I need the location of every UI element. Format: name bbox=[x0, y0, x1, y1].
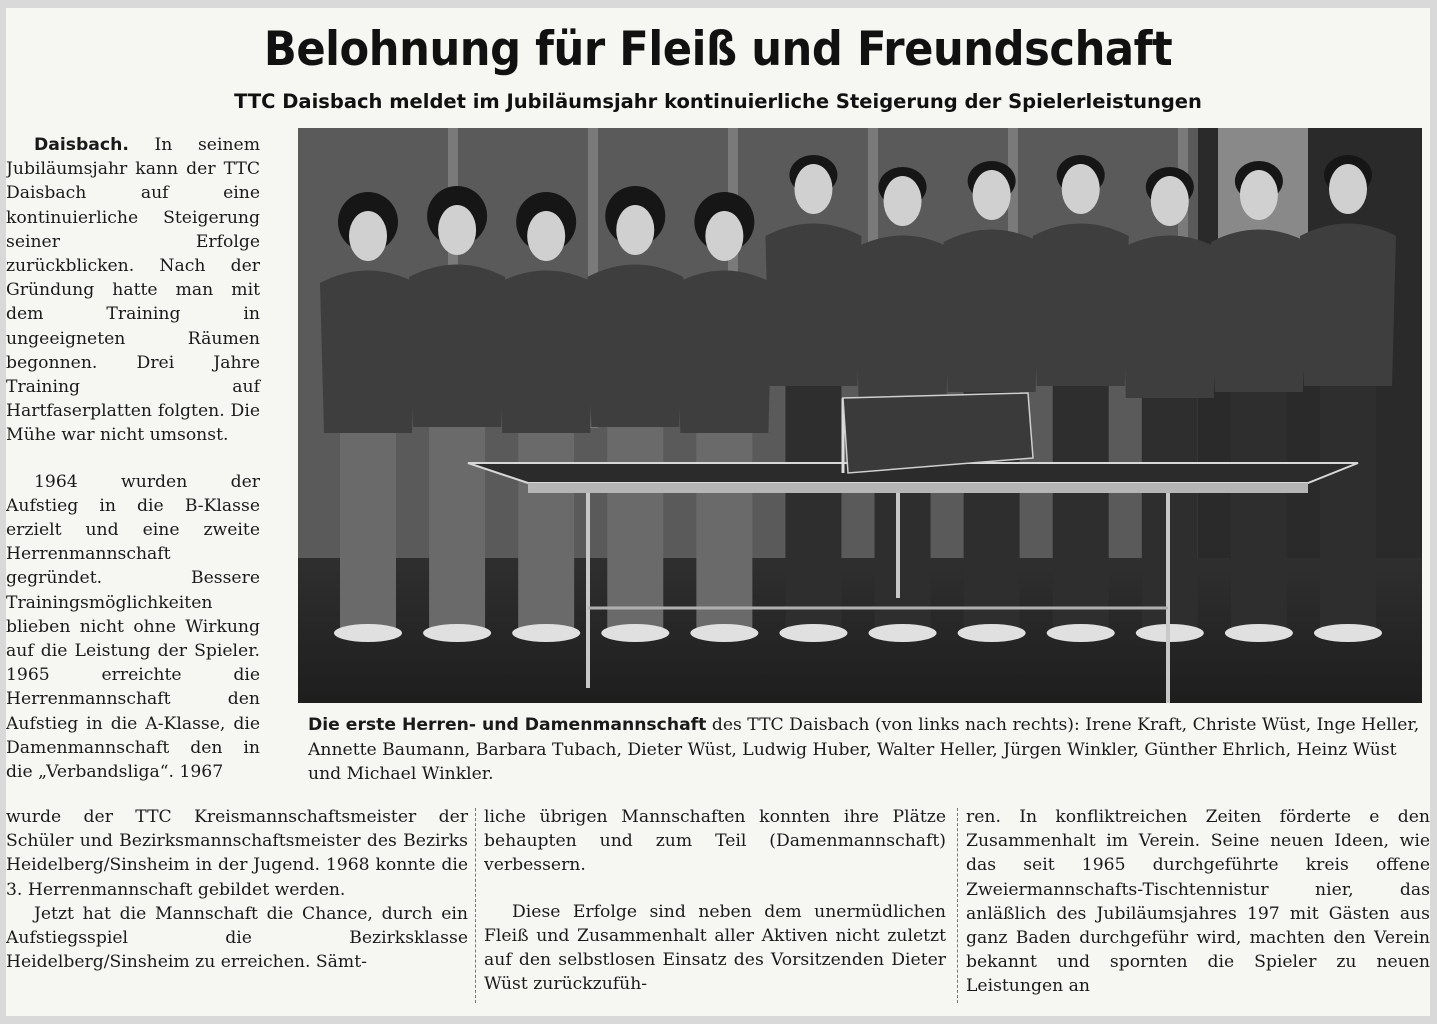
team-photo-drawing bbox=[298, 128, 1422, 703]
newspaper-clipping bbox=[6, 8, 1430, 1016]
article-column-3 bbox=[966, 805, 1430, 999]
paragraph-7: ren. In konfliktreichen Zeiten förderte e den Zusammenhalt im Verein. Seine neuen Ideen, wie das seit 1965 durchgeführte kreis offene Zweiermannschafts-Tischtennistur nier, das anläßlich des Jubiläumsjahres 197 mit Gästen aus ganz Baden durchgeführ wird, machten den Verein bekannt und spornten die Spieler zu neuen Leistungen an bbox=[966, 807, 1430, 997]
photo-caption bbox=[308, 713, 1426, 787]
paragraph-5: liche übrigen Mannschaften konnten ihre Plätze behaupten und zum Teil (Damenmannschaft) verbessern. bbox=[484, 807, 946, 876]
article-column-1 bbox=[6, 133, 260, 784]
column-divider bbox=[957, 808, 958, 1003]
subheadline: TTC Daisbach meldet im Jubiläumsjahr kontinuierliche Steigerung der Spielerleistungen bbox=[234, 90, 1202, 113]
team-photo bbox=[298, 128, 1422, 703]
paragraph-2: 1964 wurden der Aufstieg in die B-Klasse erzielt und eine zweite Herrenmannschaft gegründet. Bessere Trainingsmöglichkeiten blieben nicht ohne Wirkung auf die Leistung der Spieler. 1965 erreichte die Herrenmannschaft den Aufstieg in die A-Klasse, die Damenmannschaft den in die „Verbandsliga“. 1967 bbox=[6, 471, 260, 783]
article-column-1-continued bbox=[6, 805, 468, 974]
paragraph-1: In seinem Jubiläumsjahr kann der TTC Daisbach auf eine kontinuierliche Steigerung seiner Erfolge zurückblicken. Nach der Gründung hatte man mit dem Training in ungeeigneten Räumen begonnen. Drei Jahre Training auf Hartfaserplatten folgten. Die Mühe war nicht umsonst. bbox=[6, 135, 260, 446]
paragraph-3: wurde der TTC Kreismannschaftsmeister der Schüler und Bezirksmannschaftsmeister des Bezirks Heidelberg/Sinsheim in der Jugend. 1968 konnte die 3. Herrenmannschaft gebildet werden. bbox=[6, 807, 468, 900]
caption-text: des TTC Daisbach (von links nach rechts): Irene Kraft, Christe Wüst, Inge Heller, Annette Baumann, Barbara Tubach, Dieter Wüst, Ludwig Huber, Walter Heller, Jürgen Winkler, Günther Ehrlich, Heinz Wüst und Michael Winkler. bbox=[308, 715, 1420, 784]
paragraph-4: Jetzt hat die Mannschaft die Chance, durch ein Aufstiegsspiel die Bezirksklasse Heidelberg/Sinsheim zu erreichen. Sämt- bbox=[6, 903, 468, 973]
caption-lead: Die erste Herren- und Damenmannschaft bbox=[308, 715, 707, 735]
paragraph-6: Diese Erfolge sind neben dem unermüdlichen Fleiß und Zusammenhalt aller Aktiven nicht zuletzt auf den selbstlosen Einsatz des Vorsitzenden Dieter Wüst zurückzufüh- bbox=[484, 901, 946, 995]
column-divider bbox=[475, 808, 476, 1003]
dateline: Daisbach. bbox=[34, 135, 129, 155]
headline: Belohnung für Fleiß und Freundschaft bbox=[263, 22, 1173, 77]
article-column-2 bbox=[484, 805, 946, 996]
